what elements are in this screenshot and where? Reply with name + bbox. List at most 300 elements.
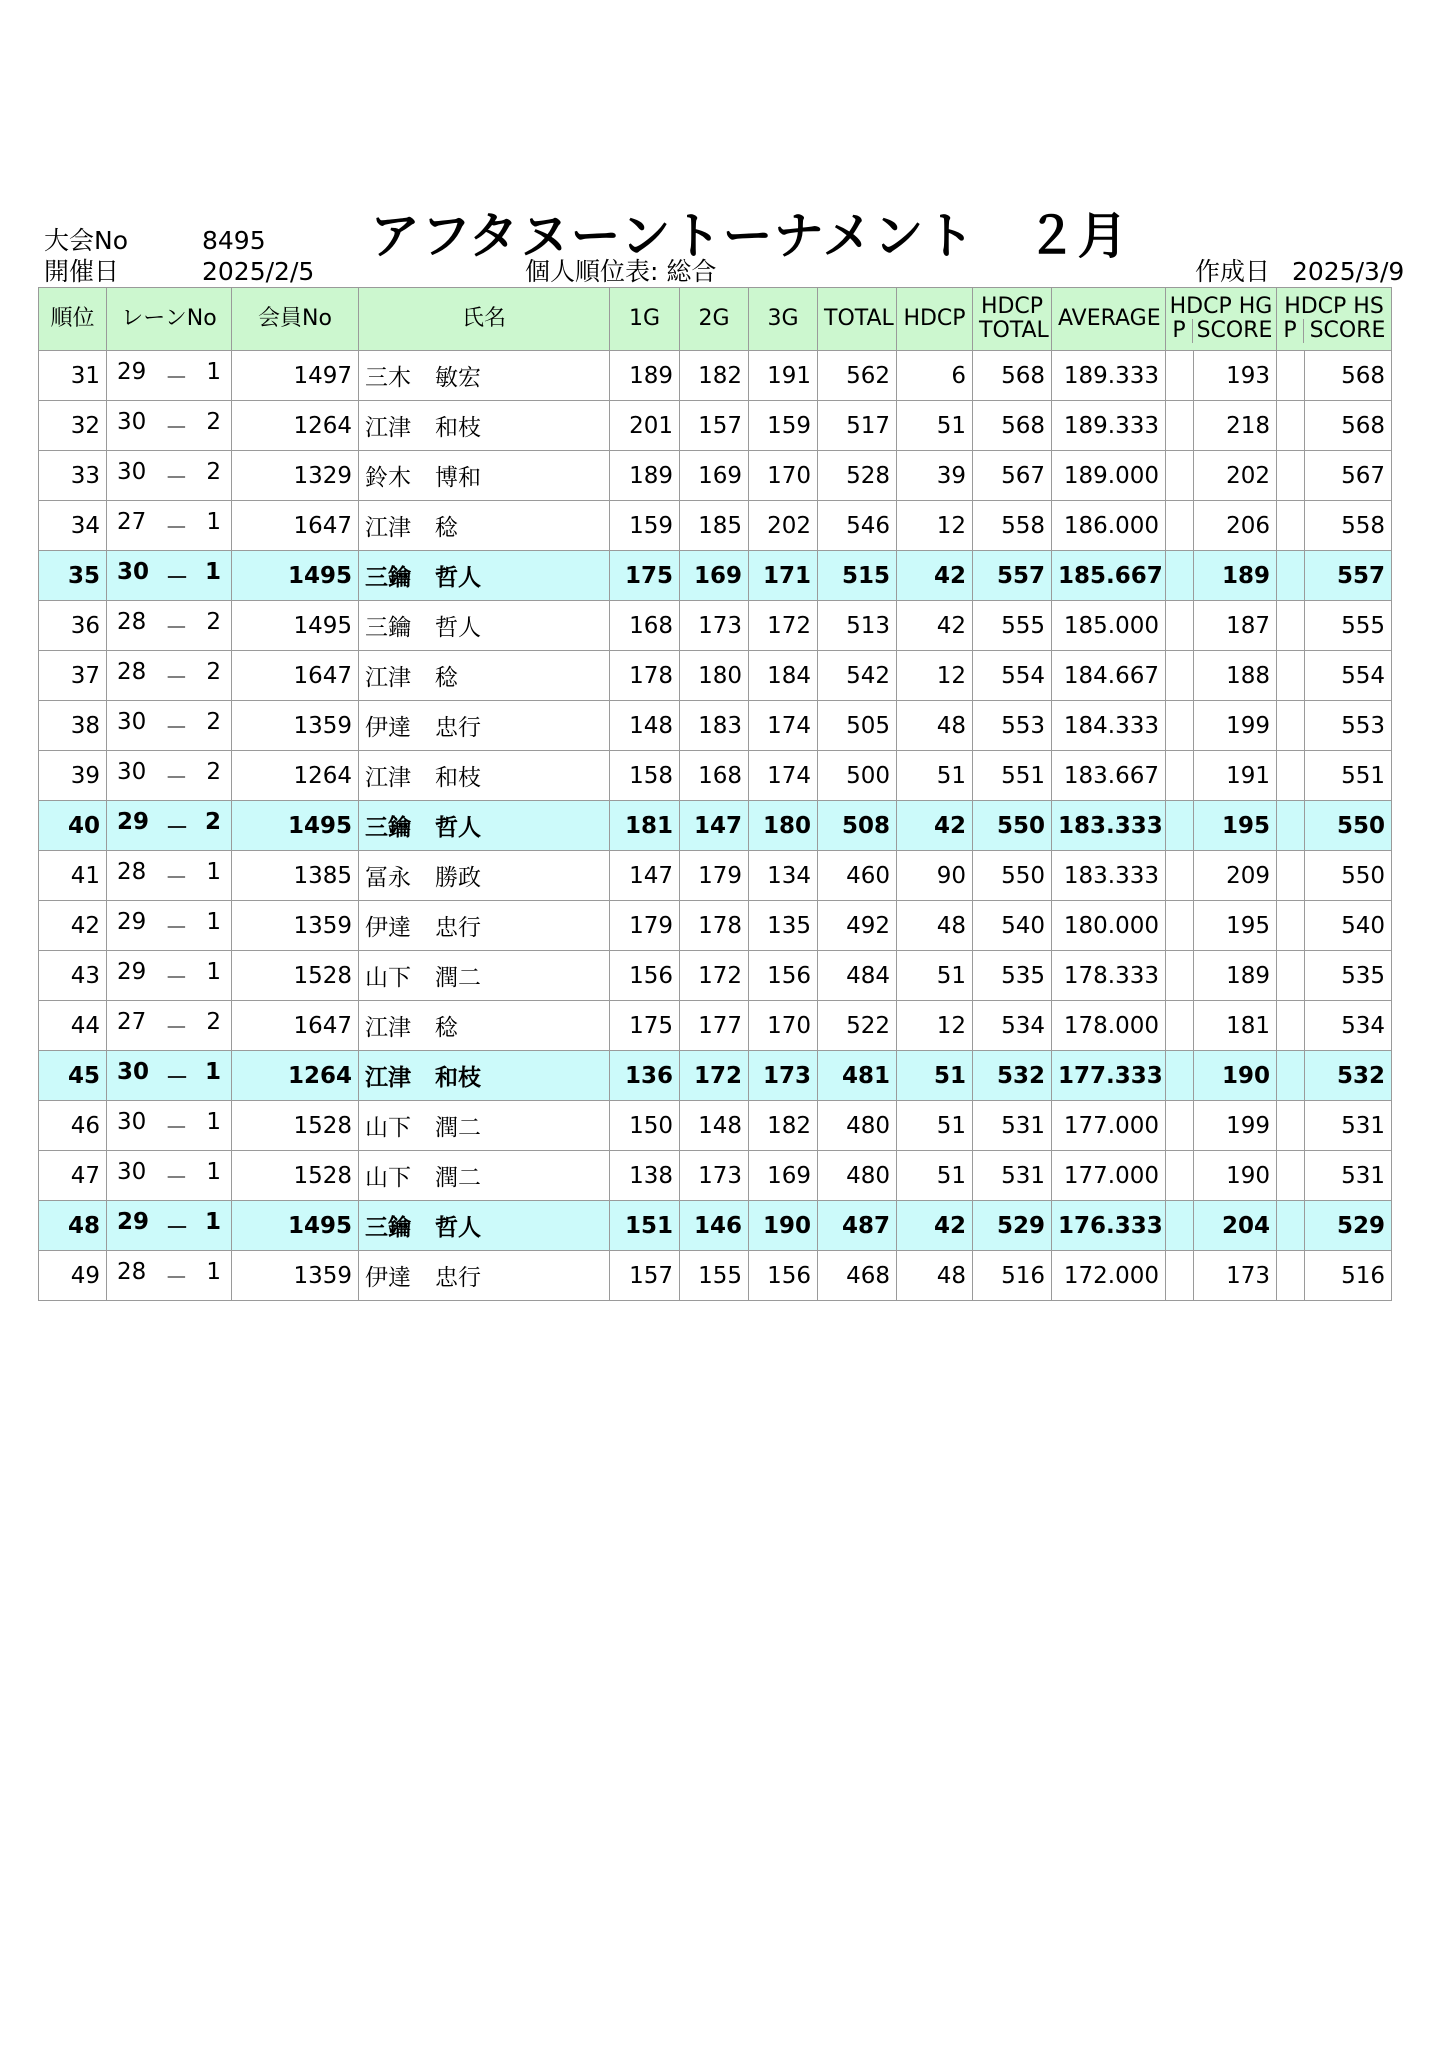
game2-cell: 180 [680,651,749,701]
hg-p-cell [1166,1051,1194,1101]
game3-cell: 180 [749,801,818,851]
hs-p-cell [1277,451,1305,501]
hg-p-cell [1166,1001,1194,1051]
table-row [39,1051,1392,1101]
game1-cell: 179 [610,901,680,951]
name-cell: 鈴木 博和 [359,451,610,501]
hg-p-cell [1166,501,1194,551]
hs-score-cell: 540 [1305,901,1392,951]
name-cell: 江津 稔 [359,651,610,701]
rank-cell: 40 [39,801,107,851]
game2-cell: 185 [680,501,749,551]
hs-score-cell: 531 [1305,1151,1392,1201]
average-cell: 177.000 [1052,1151,1166,1201]
hg-p-cell [1166,351,1194,401]
member-no-cell: 1495 [232,1201,359,1251]
rank-cell: 46 [39,1101,107,1151]
game3-cell: 184 [749,651,818,701]
member-no-cell: 1495 [232,801,359,851]
col-name: 氏名 [359,288,610,351]
hdcp-total-cell: 553 [973,701,1052,751]
member-no-cell: 1528 [232,951,359,1001]
member-no-cell: 1359 [232,901,359,951]
hdcp-cell: 12 [897,501,973,551]
lane-cell: 29 － 1 [107,951,232,1001]
hdcp-cell: 6 [897,351,973,401]
hg-score-cell: 191 [1194,751,1277,801]
game3-cell: 156 [749,951,818,1001]
game1-cell: 175 [610,551,680,601]
game2-cell: 177 [680,1001,749,1051]
total-cell: 487 [818,1201,897,1251]
average-cell: 183.667 [1052,751,1166,801]
hdcp-cell: 42 [897,551,973,601]
hdcp-total-cell: 550 [973,851,1052,901]
hg-p-cell [1166,951,1194,1001]
hdcp-cell: 48 [897,901,973,951]
hdcp-total-cell: 535 [973,951,1052,1001]
table-row [39,651,1392,701]
name-cell: 三鑰 哲人 [359,601,610,651]
game1-cell: 157 [610,1251,680,1301]
hdcp-cell: 51 [897,1101,973,1151]
col-hdcp: HDCP [897,288,973,351]
game3-cell: 174 [749,701,818,751]
game3-cell: 191 [749,351,818,401]
game1-cell: 189 [610,351,680,401]
lane-cell: 30 － 2 [107,701,232,751]
lane-cell: 28 － 2 [107,651,232,701]
game1-cell: 168 [610,601,680,651]
game3-cell: 190 [749,1201,818,1251]
hs-score-cell: 557 [1305,551,1392,601]
member-no-cell: 1359 [232,701,359,751]
total-cell: 546 [818,501,897,551]
event-no-label: 大会No [44,226,128,255]
average-cell: 186.000 [1052,501,1166,551]
hdcp-total-cell: 529 [973,1201,1052,1251]
lane-cell: 29 － 1 [107,901,232,951]
name-cell: 江津 和枝 [359,751,610,801]
lane-cell: 30 － 1 [107,1101,232,1151]
hdcp-total-cell: 531 [973,1101,1052,1151]
name-cell: 三鑰 哲人 [359,1201,610,1251]
total-cell: 542 [818,651,897,701]
total-cell: 480 [818,1151,897,1201]
hg-p-cell [1166,1101,1194,1151]
lane-cell: 29 － 1 [107,1201,232,1251]
table-row [39,501,1392,551]
hdcp-cell: 51 [897,951,973,1001]
rank-cell: 42 [39,901,107,951]
lane-cell: 30 － 2 [107,751,232,801]
average-cell: 189.333 [1052,401,1166,451]
hg-score-cell: 193 [1194,351,1277,401]
hs-score-cell: 558 [1305,501,1392,551]
hg-p-cell [1166,801,1194,851]
hg-p-cell [1166,651,1194,701]
total-cell: 517 [818,401,897,451]
name-cell: 伊達 忠行 [359,1251,610,1301]
hg-p-cell [1166,1151,1194,1201]
game2-cell: 157 [680,401,749,451]
lane-cell: 27 － 1 [107,501,232,551]
game3-cell: 156 [749,1251,818,1301]
col-member: 会員No [232,288,359,351]
lane-cell: 30 － 1 [107,551,232,601]
ranking-table [38,287,1392,1301]
game3-cell: 169 [749,1151,818,1201]
total-cell: 508 [818,801,897,851]
game1-cell: 189 [610,451,680,501]
hs-p-cell [1277,651,1305,701]
average-cell: 178.000 [1052,1001,1166,1051]
name-cell: 山下 潤二 [359,1101,610,1151]
hdcp-total-cell: 551 [973,751,1052,801]
table-row [39,401,1392,451]
hs-p-cell [1277,901,1305,951]
col-hdcp-hg: HDCP HG P SCORE [1166,288,1277,351]
game3-cell: 170 [749,451,818,501]
created-label: 作成日 [1195,257,1271,286]
game3-cell: 134 [749,851,818,901]
average-cell: 183.333 [1052,801,1166,851]
hdcp-cell: 51 [897,401,973,451]
lane-cell: 30 － 1 [107,1151,232,1201]
lane-cell: 30 － 1 [107,1051,232,1101]
hg-score-cell: 204 [1194,1201,1277,1251]
table-header-row [39,288,1392,351]
hs-p-cell [1277,501,1305,551]
name-cell: 江津 稔 [359,1001,610,1051]
hg-p-cell [1166,701,1194,751]
hg-score-cell: 173 [1194,1251,1277,1301]
hdcp-total-cell: 554 [973,651,1052,701]
hg-score-cell: 199 [1194,701,1277,751]
hdcp-total-cell: 534 [973,1001,1052,1051]
hs-score-cell: 567 [1305,451,1392,501]
hg-p-cell [1166,851,1194,901]
game2-cell: 168 [680,751,749,801]
hdcp-cell: 51 [897,1151,973,1201]
col-g3: 3G [749,288,818,351]
hdcp-total-cell: 567 [973,451,1052,501]
hdcp-total-cell: 568 [973,401,1052,451]
member-no-cell: 1647 [232,501,359,551]
game3-cell: 174 [749,751,818,801]
game1-cell: 158 [610,751,680,801]
hg-score-cell: 190 [1194,1051,1277,1101]
hdcp-total-cell: 540 [973,901,1052,951]
lane-cell: 29 － 2 [107,801,232,851]
table-row [39,1101,1392,1151]
hs-p-cell [1277,1151,1305,1201]
rank-cell: 36 [39,601,107,651]
member-no-cell: 1495 [232,551,359,601]
average-cell: 185.000 [1052,601,1166,651]
table-row [39,951,1392,1001]
game2-cell: 155 [680,1251,749,1301]
game3-cell: 182 [749,1101,818,1151]
table-row [39,901,1392,951]
table-row [39,801,1392,851]
hs-p-cell [1277,601,1305,651]
hg-p-cell [1166,901,1194,951]
hdcp-cell: 51 [897,751,973,801]
hg-score-cell: 209 [1194,851,1277,901]
hg-score-cell: 218 [1194,401,1277,451]
hs-score-cell: 568 [1305,401,1392,451]
table-row [39,1001,1392,1051]
name-cell: 伊達 忠行 [359,901,610,951]
rank-cell: 48 [39,1201,107,1251]
report-label: 個人順位表: 総合 [525,257,717,286]
col-g1: 1G [610,288,680,351]
average-cell: 183.333 [1052,851,1166,901]
date-value: 2025/2/5 [202,257,315,286]
game3-cell: 171 [749,551,818,601]
hs-score-cell: 550 [1305,851,1392,901]
hg-score-cell: 199 [1194,1101,1277,1151]
hg-p-cell [1166,551,1194,601]
col-hdcp-hs: HDCP HS P SCORE [1277,288,1392,351]
hdcp-cell: 12 [897,1001,973,1051]
member-no-cell: 1528 [232,1151,359,1201]
table-row [39,1251,1392,1301]
game1-cell: 138 [610,1151,680,1201]
rank-cell: 35 [39,551,107,601]
hdcp-cell: 42 [897,801,973,851]
total-cell: 484 [818,951,897,1001]
hs-score-cell: 531 [1305,1101,1392,1151]
average-cell: 177.333 [1052,1051,1166,1101]
game1-cell: 159 [610,501,680,551]
name-cell: 三鑰 哲人 [359,801,610,851]
game1-cell: 175 [610,1001,680,1051]
game3-cell: 170 [749,1001,818,1051]
hg-score-cell: 187 [1194,601,1277,651]
total-cell: 562 [818,351,897,401]
game2-cell: 146 [680,1201,749,1251]
game1-cell: 201 [610,401,680,451]
rank-cell: 31 [39,351,107,401]
member-no-cell: 1359 [232,1251,359,1301]
hs-score-cell: 568 [1305,351,1392,401]
member-no-cell: 1495 [232,601,359,651]
member-no-cell: 1264 [232,751,359,801]
hs-p-cell [1277,851,1305,901]
member-no-cell: 1647 [232,651,359,701]
hs-p-cell [1277,351,1305,401]
average-cell: 184.667 [1052,651,1166,701]
date-label: 開催日 [44,257,120,286]
col-hdcp-total: HDCP TOTAL [973,288,1052,351]
lane-cell: 28 － 1 [107,851,232,901]
lane-cell: 30 － 2 [107,451,232,501]
page-title: アフタヌーントーナメント ２月 [370,207,1129,265]
hs-p-cell [1277,551,1305,601]
game3-cell: 135 [749,901,818,951]
game2-cell: 169 [680,451,749,501]
average-cell: 184.333 [1052,701,1166,751]
hg-p-cell [1166,601,1194,651]
hdcp-cell: 48 [897,1251,973,1301]
hs-p-cell [1277,1001,1305,1051]
member-no-cell: 1385 [232,851,359,901]
member-no-cell: 1497 [232,351,359,401]
hg-score-cell: 190 [1194,1151,1277,1201]
rank-cell: 32 [39,401,107,451]
hs-p-cell [1277,951,1305,1001]
hs-p-cell [1277,1101,1305,1151]
hdcp-cell: 42 [897,1201,973,1251]
rank-cell: 49 [39,1251,107,1301]
col-rank: 順位 [39,288,107,351]
hs-score-cell: 516 [1305,1251,1392,1301]
name-cell: 江津 和枝 [359,401,610,451]
table-row [39,351,1392,401]
total-cell: 481 [818,1051,897,1101]
hdcp-cell: 42 [897,601,973,651]
hdcp-cell: 51 [897,1051,973,1101]
game1-cell: 181 [610,801,680,851]
rank-cell: 47 [39,1151,107,1201]
game2-cell: 183 [680,701,749,751]
hdcp-cell: 48 [897,701,973,751]
hdcp-total-cell: 516 [973,1251,1052,1301]
hs-score-cell: 550 [1305,801,1392,851]
table-row [39,751,1392,801]
hdcp-total-cell: 555 [973,601,1052,651]
col-g2: 2G [680,288,749,351]
name-cell: 伊達 忠行 [359,701,610,751]
game2-cell: 179 [680,851,749,901]
game2-cell: 178 [680,901,749,951]
game1-cell: 150 [610,1101,680,1151]
member-no-cell: 1647 [232,1001,359,1051]
hg-score-cell: 202 [1194,451,1277,501]
hs-score-cell: 532 [1305,1051,1392,1101]
rank-cell: 43 [39,951,107,1001]
hs-score-cell: 554 [1305,651,1392,701]
lane-cell: 28 － 1 [107,1251,232,1301]
name-cell: 江津 稔 [359,501,610,551]
total-cell: 492 [818,901,897,951]
rank-cell: 37 [39,651,107,701]
average-cell: 178.333 [1052,951,1166,1001]
total-cell: 480 [818,1101,897,1151]
total-cell: 505 [818,701,897,751]
total-cell: 468 [818,1251,897,1301]
hdcp-total-cell: 531 [973,1151,1052,1201]
lane-cell: 30 － 2 [107,401,232,451]
total-cell: 460 [818,851,897,901]
rank-cell: 39 [39,751,107,801]
hdcp-cell: 39 [897,451,973,501]
average-cell: 189.000 [1052,451,1166,501]
average-cell: 176.333 [1052,1201,1166,1251]
rank-cell: 33 [39,451,107,501]
hdcp-total-cell: 558 [973,501,1052,551]
event-no-value: 8495 [202,226,266,255]
hs-p-cell [1277,1201,1305,1251]
hs-p-cell [1277,801,1305,851]
col-total: TOTAL [818,288,897,351]
hs-score-cell: 529 [1305,1201,1392,1251]
created-value: 2025/3/9 [1292,257,1405,286]
game3-cell: 172 [749,601,818,651]
rank-cell: 41 [39,851,107,901]
hg-score-cell: 181 [1194,1001,1277,1051]
col-lane: レーンNo [107,288,232,351]
average-cell: 189.333 [1052,351,1166,401]
hg-score-cell: 188 [1194,651,1277,701]
table-row [39,1201,1392,1251]
hs-score-cell: 535 [1305,951,1392,1001]
table-row [39,701,1392,751]
hs-p-cell [1277,751,1305,801]
total-cell: 513 [818,601,897,651]
col-average: AVERAGE [1052,288,1166,351]
lane-cell: 29 － 1 [107,351,232,401]
total-cell: 522 [818,1001,897,1051]
game2-cell: 148 [680,1101,749,1151]
hg-p-cell [1166,1251,1194,1301]
hg-score-cell: 189 [1194,951,1277,1001]
hs-score-cell: 551 [1305,751,1392,801]
hg-score-cell: 195 [1194,901,1277,951]
table-row [39,551,1392,601]
hg-score-cell: 206 [1194,501,1277,551]
game1-cell: 151 [610,1201,680,1251]
hs-p-cell [1277,701,1305,751]
rank-cell: 34 [39,501,107,551]
lane-cell: 27 － 2 [107,1001,232,1051]
hg-p-cell [1166,751,1194,801]
game2-cell: 172 [680,951,749,1001]
hg-score-cell: 195 [1194,801,1277,851]
hdcp-total-cell: 557 [973,551,1052,601]
game1-cell: 156 [610,951,680,1001]
game1-cell: 147 [610,851,680,901]
game2-cell: 172 [680,1051,749,1101]
table-row [39,451,1392,501]
game3-cell: 202 [749,501,818,551]
game2-cell: 147 [680,801,749,851]
total-cell: 515 [818,551,897,601]
table-row [39,1151,1392,1201]
hs-p-cell [1277,1051,1305,1101]
average-cell: 180.000 [1052,901,1166,951]
hs-p-cell [1277,1251,1305,1301]
game2-cell: 173 [680,601,749,651]
name-cell: 三鑰 哲人 [359,551,610,601]
rank-cell: 45 [39,1051,107,1101]
hg-p-cell [1166,451,1194,501]
hs-score-cell: 555 [1305,601,1392,651]
member-no-cell: 1264 [232,401,359,451]
hdcp-total-cell: 550 [973,801,1052,851]
hdcp-cell: 90 [897,851,973,901]
average-cell: 177.000 [1052,1101,1166,1151]
rank-cell: 38 [39,701,107,751]
hs-score-cell: 534 [1305,1001,1392,1051]
hdcp-total-cell: 568 [973,351,1052,401]
game1-cell: 148 [610,701,680,751]
hdcp-cell: 12 [897,651,973,701]
game3-cell: 159 [749,401,818,451]
table-row [39,851,1392,901]
